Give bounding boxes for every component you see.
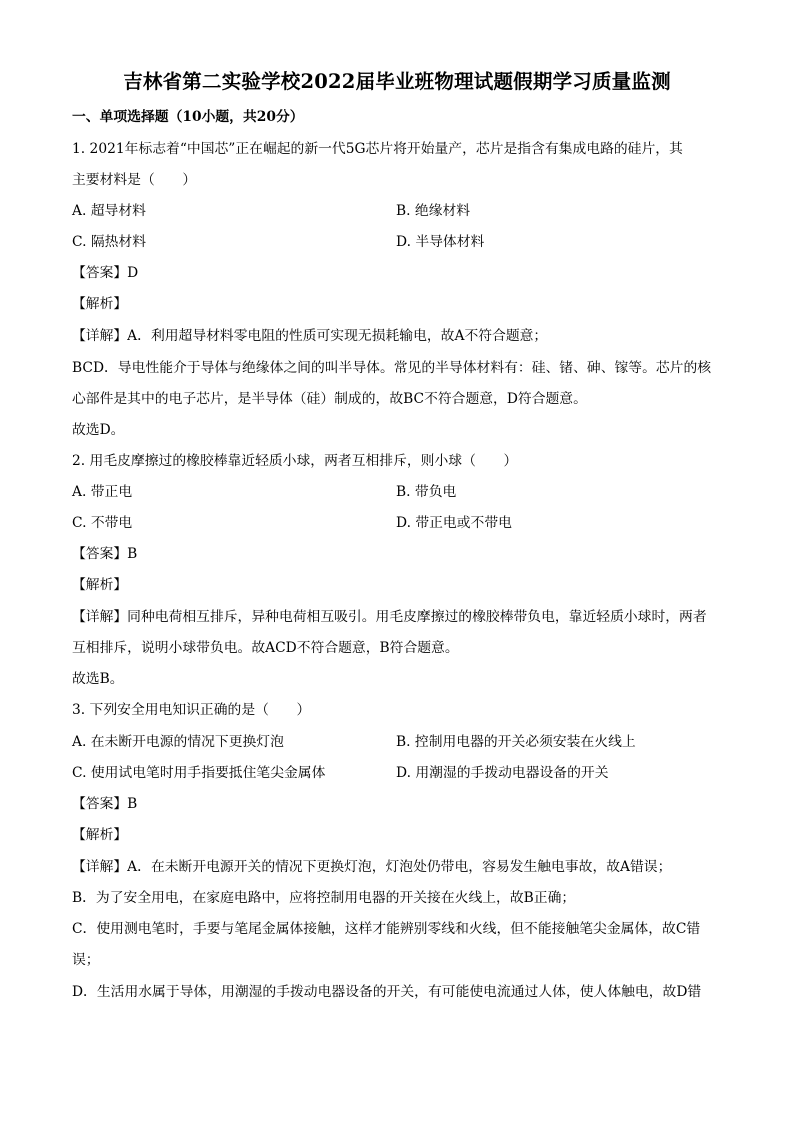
q2-analysis-label: 【解析】 bbox=[72, 577, 128, 593]
q3-detail-line1: 【详解】A．在未断开电源开关的情况下更换灯泡，灯泡处仍带电，容易发生触电事故，故A错误； bbox=[72, 859, 672, 875]
q3-detail-line5: D．生活用水属于导体，用潮湿的手拨动电器设备的开关，有可能使电流通过人体，使人体触电，故D错 bbox=[72, 984, 702, 1000]
q3-option-d: D. 用潮湿的手拨动电器设备的开关 bbox=[396, 765, 609, 781]
q2-detail-line1: 【详解】同种电荷相互排斥，异种电荷相互吸引。用毛皮摩擦过的橡胶棒带负电，靠近轻质小球时，两者 bbox=[72, 609, 707, 625]
q3-answer: 【答案】B bbox=[72, 796, 138, 812]
q1-option-b: B. 绝缘材料 bbox=[396, 203, 471, 219]
q3-option-a: A. 在未断开电源的情况下更换灯泡 bbox=[72, 734, 284, 750]
q3-option-c: C. 使用试电笔时用手指要抵住笔尖金属体 bbox=[72, 765, 326, 781]
page-title: 吉林省第二实验学校2022届毕业班物理试题假期学习质量监测 bbox=[123, 70, 671, 93]
q1-detail-line2: BCD．导电性能介于导体与绝缘体之间的叫半导体。常见的半导体材料有：硅、锗、砷、镓等。芯片的核 bbox=[72, 360, 712, 376]
q2-option-d: D. 带正电或不带电 bbox=[396, 515, 512, 531]
q1-option-a: A. 超导材料 bbox=[72, 203, 146, 219]
q1-option-d: D. 半导体材料 bbox=[396, 234, 485, 250]
q3-detail-line3: C．使用测电笔时，手要与笔尾金属体接触，这样才能辨别零线和火线，但不能接触笔尖金属体，故C错 bbox=[72, 921, 701, 937]
q3-option-b: B. 控制用电器的开关必须安装在火线上 bbox=[396, 734, 636, 750]
q2-stem-line1: 2. 用毛皮摩擦过的橡胶棒靠近轻质小球，两者互相排斥，则小球（ ） bbox=[72, 453, 518, 469]
section-heading: 一、单项选择题（10小题，共20分） bbox=[72, 109, 304, 125]
q1-stem-line2: 主要材料是（ ） bbox=[72, 172, 197, 188]
q1-detail-line3: 心部件是其中的电子芯片，是半导体（硅）制成的，故BC不符合题意，D符合题意。 bbox=[72, 391, 587, 407]
q3-stem-line1: 3. 下列安全用电知识正确的是（ ） bbox=[72, 702, 311, 718]
q1-detail-line1: 【详解】A．利用超导材料零电阻的性质可实现无损耗输电，故A不符合题意； bbox=[72, 328, 548, 344]
q2-answer: 【答案】B bbox=[72, 546, 138, 562]
q1-conclusion: 故选D。 bbox=[72, 422, 125, 438]
q1-analysis-label: 【解析】 bbox=[72, 296, 128, 312]
q1-option-c: C. 隔热材料 bbox=[72, 234, 147, 250]
q2-option-a: A. 带正电 bbox=[72, 484, 133, 500]
q1-stem-line1: 1. 2021年标志着“中国芯”正在崛起的新一代5G芯片将开始量产，芯片是指含有集成电路的硅片，其 bbox=[72, 141, 683, 157]
q2-option-b: B. 带负电 bbox=[396, 484, 457, 500]
q3-detail-line4: 误； bbox=[72, 952, 100, 968]
q3-analysis-label: 【解析】 bbox=[72, 827, 128, 843]
q1-answer: 【答案】D bbox=[72, 265, 139, 281]
q2-detail-line2: 互相排斥，说明小球带负电。故ACD不符合题意，B符合题意。 bbox=[72, 640, 459, 656]
q2-conclusion: 故选B。 bbox=[72, 671, 124, 687]
q3-detail-line2: B．为了安全用电，在家庭电路中，应将控制用电器的开关接在火线上，故B正确； bbox=[72, 890, 576, 906]
q2-option-c: C. 不带电 bbox=[72, 515, 133, 531]
